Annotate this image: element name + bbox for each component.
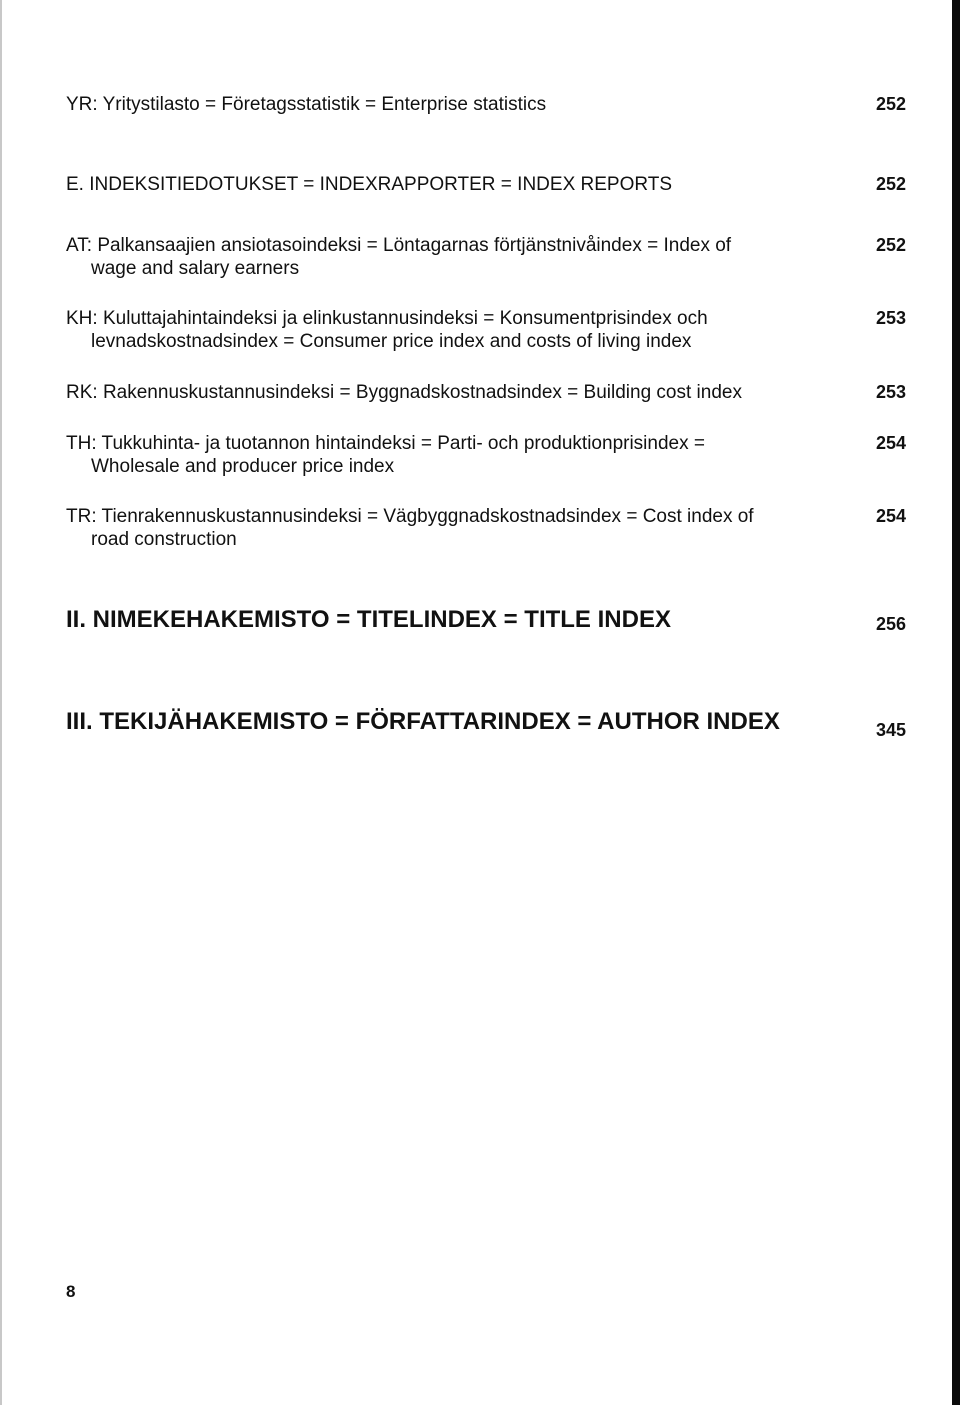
page-number: 8 <box>66 1282 76 1301</box>
toc-entry-text: TH: Tukkuhinta- ja tuotannon hintaindeksi = Parti- och produktionprisindex = <box>66 433 705 454</box>
toc-entry-continuation: wage and salary earners <box>91 258 300 279</box>
toc-entry-text: AT: Palkansaajien ansiotasoindeksi = Löntagarnas förtjänstnivåindex = Index of <box>66 235 732 256</box>
toc-entry-text: TR: Tienrakennuskustannusindeksi = Vägbyggnadskostnadsindex = Cost index of <box>66 506 754 527</box>
toc-heading-title-index <box>66 606 906 634</box>
toc-entry-continuation: road construction <box>91 529 237 550</box>
scan-right-edge <box>952 0 960 1405</box>
toc-entry-continuation: Wholesale and producer price index <box>91 456 395 477</box>
toc-page-number: 345 <box>875 720 906 740</box>
toc-page-number: 252 <box>875 235 906 255</box>
toc-entry-at <box>66 234 906 280</box>
toc-entry-text: RK: Rakennuskustannusindeksi = Byggnadskostnadsindex = Building cost index <box>66 382 742 403</box>
toc-heading-text: III. TEKIJÄHAKEMISTO = FÖRFATTARINDEX = AUTHOR INDEX <box>66 708 780 735</box>
toc-page-number: 254 <box>875 506 906 526</box>
toc-page-number: 254 <box>875 433 906 453</box>
toc-page-number: 252 <box>875 94 906 114</box>
toc-entry-text: KH: Kuluttajahintaindeksi ja elinkustannusindeksi = Konsumentprisindex och <box>66 308 708 329</box>
toc-entry-tr <box>66 505 906 551</box>
toc-heading-author-index <box>66 708 906 740</box>
toc-heading-text: II. NIMEKEHAKEMISTO = TITELINDEX = TITLE INDEX <box>66 606 671 633</box>
toc-page-number: 253 <box>875 382 906 402</box>
toc-entry-th <box>66 432 906 478</box>
toc-entry-kh <box>66 307 906 353</box>
toc-page-number: 252 <box>875 174 906 194</box>
toc-entry-yr <box>66 93 906 116</box>
toc-entry-rk <box>66 381 906 404</box>
toc-page-number: 253 <box>875 308 906 328</box>
toc-page-number: 256 <box>875 614 906 634</box>
toc-entry-text: E. INDEKSITIEDOTUKSET = INDEXRAPPORTER = INDEX REPORTS <box>66 174 673 195</box>
toc-entry-continuation: levnadskostnadsindex = Consumer price index and costs of living index <box>91 331 692 352</box>
toc-entry-text: YR: Yritystilasto = Företagsstatistik = Enterprise statistics <box>66 94 547 115</box>
toc-section-e <box>66 173 906 196</box>
